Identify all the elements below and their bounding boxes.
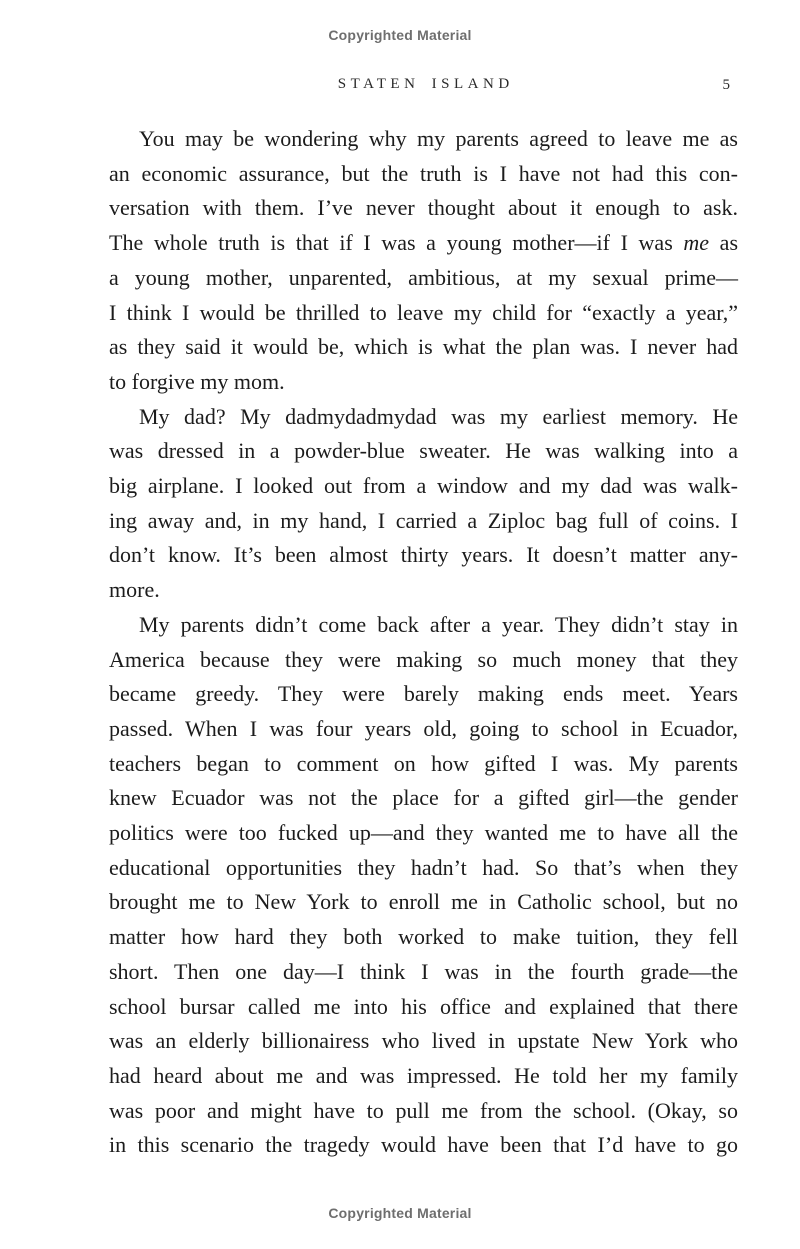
body-line: brought me to New York to enroll me in Catholic school, but no [109,889,738,915]
body-line: big airplane. I looked out from a window and my dad was walk- [109,473,738,499]
body-line: You may be wondering why my parents agreed to leave me as [139,126,738,151]
body-line: I think I would be thrilled to leave my child for “exactly a year,” [109,299,738,325]
body-line: more. [109,577,160,603]
body-line: was poor and might have to pull me from the school. (Okay, so [109,1097,738,1123]
body-line: short. Then one day—I think I was in the fourth grade—the [109,958,738,984]
body-line: teachers began to comment on how gifted I was. My parents [109,750,738,776]
line-segment-italic: me [683,230,710,256]
body-line: as they said it would be, which is what the plan was. I never had [109,334,738,360]
page-header [109,76,738,96]
body-line: an economic assurance, but the truth is I have not had this con- [109,160,738,186]
running-title: STATEN ISLAND [337,76,514,92]
page-number: 5 [722,77,730,93]
body-line: had heard about me and was impressed. He told her my family [109,1062,738,1088]
body-line: became greedy. They were barely making ends meet. Years [109,681,738,707]
line-segment: The whole truth is that if I was a young mother—if I was [109,230,684,256]
body-line: My dad? My dadmydadmydad was my earliest memory. He [139,403,738,429]
body-line: politics were too fucked up—and they wanted me to have all the [109,820,738,846]
body-line: was an elderly billionairess who lived in upstate New York who [109,1028,738,1054]
body-line: a young mother, unparented, ambitious, at my sexual prime— [109,264,738,290]
body-line: passed. When I was four years old, going to school in Ecuador, [109,715,738,741]
body-line: versation with them. I’ve never thought about it enough to ask. [109,195,738,221]
body-line [109,226,738,261]
body-line: My parents didn’t come back after a year. They didn’t stay in [139,611,738,637]
body-line: to forgive my mom. [109,368,285,394]
body-line: school bursar called me into his office and explained that there [109,993,738,1019]
paragraph-2 [109,400,738,608]
copyright-notice-top: Copyrighted Material [328,27,472,43]
body-line: matter how hard they both worked to make tuition, they fell [109,924,738,950]
body-line: knew Ecuador was not the place for a gifted girl—the gender [109,785,738,811]
body-line: America because they were making so much money that they [109,646,738,672]
line-segment: as [709,230,739,256]
body-line: in this scenario the tragedy would have been that I’d have to go [109,1132,738,1158]
body-line: educational opportunities they hadn’t had. So that’s when they [109,854,738,880]
body-text [109,122,738,1163]
paragraph-3 [109,608,738,1163]
body-line: ing away and, in my hand, I carried a Ziploc bag full of coins. I [109,507,738,533]
paragraph-1 [109,122,738,400]
body-line: don’t know. It’s been almost thirty years. It doesn’t matter any- [109,542,738,568]
body-line: was dressed in a powder-blue sweater. He was walking into a [109,438,738,464]
copyright-notice-bottom: Copyrighted Material [328,1205,472,1221]
